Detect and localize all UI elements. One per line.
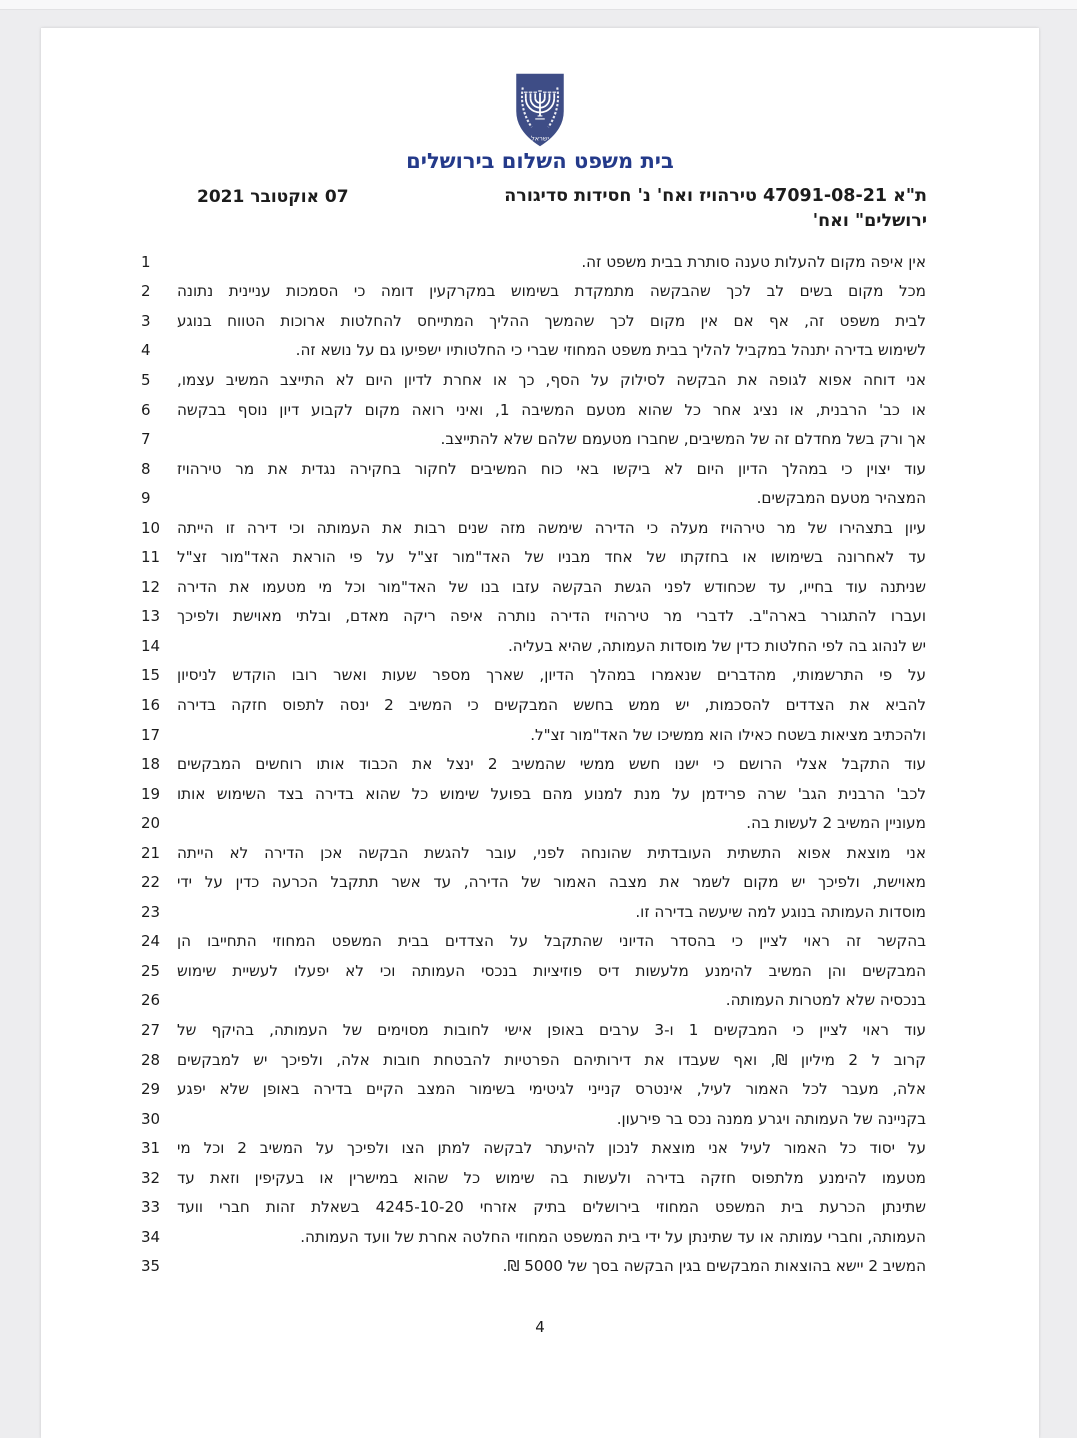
line-number: 5: [141, 370, 151, 389]
line-number: 22: [141, 873, 161, 892]
numbered-line: [141, 1045, 926, 1075]
line-number: 7: [141, 430, 151, 449]
line-number: 17: [141, 725, 161, 744]
line-text: עיון בתצהירו של מר טירהויז מעלה כי הדירה שימשה מזה שנים רבות את העמותה וכי דירה זו הייתה: [177, 518, 926, 537]
numbered-line: [141, 631, 926, 661]
line-number: 28: [141, 1050, 161, 1069]
numbered-line: [141, 336, 926, 366]
line-text: המשיב 2 יישא בהוצאות המבקשים בגין הבקשה בסך של 5000 ₪.: [502, 1257, 926, 1276]
line-text: מטעמו להימנע מלתפוס חזקה בדירה ולעשות בה שימוש כל שהוא במישרין או בעקיפין וזאת עד: [177, 1168, 926, 1187]
line-text: יש לנהוג בה לפי החלטות כדין של מוסדות העמותה, שהיא בעליה.: [507, 636, 926, 655]
numbered-line: [141, 927, 926, 957]
line-number: 33: [141, 1198, 161, 1217]
numbered-line: [141, 1104, 926, 1134]
line-number: 35: [141, 1257, 161, 1276]
line-text: אלה, מעבר לכל האמור לעיל, אינטרס קנייני לגיטימי בשימור המצב הקיים בדירה באופן שלא יפגע: [177, 1080, 926, 1099]
numbered-line: [141, 838, 926, 868]
line-number: 9: [141, 489, 151, 508]
numbered-line: [141, 1074, 926, 1104]
line-number: 10: [141, 518, 161, 537]
numbered-line: [141, 867, 926, 897]
line-number: 13: [141, 607, 161, 626]
line-number: 6: [141, 400, 151, 419]
numbered-line: [141, 306, 926, 336]
line-number: 27: [141, 1020, 161, 1039]
numbered-line: [141, 808, 926, 838]
line-number: 21: [141, 843, 161, 862]
line-number: 2: [141, 282, 151, 301]
line-number: 12: [141, 577, 161, 596]
numbered-line: [141, 690, 926, 720]
numbered-line: [141, 542, 926, 572]
line-number: 23: [141, 902, 161, 921]
numbered-line: [141, 424, 926, 454]
line-number: 3: [141, 311, 151, 330]
decision-body: [141, 247, 926, 1281]
line-text: עוד יצוין כי במהלך הדיון היום לא ביקשו באי כוח המשיבים לחקור בחקירה נגדית את מר טירהויז: [177, 459, 926, 478]
line-text: בקניינה של העמותה ויגרע ממנה נכס בר פירעון.: [616, 1109, 926, 1128]
numbered-line: [141, 986, 926, 1016]
numbered-line: [141, 956, 926, 986]
line-text: אין איפה מקום להעלות טענה סותרת בבית משפט זה.: [581, 252, 926, 271]
line-number: 26: [141, 991, 161, 1010]
line-number: 14: [141, 636, 161, 655]
line-number: 30: [141, 1109, 161, 1128]
line-text: לכב' הרבנית הגב' שרה פרידמן על מנת למנוע מהם בפועל שימוש כל שהוא בדירה בצד השימוש אותו: [177, 784, 926, 803]
case-title-line1: ת"א 47091-08-21 טירהויז ואח' נ' חסידות סדיגורה: [504, 186, 927, 206]
decision-date: 07 אוקטובר 2021: [197, 187, 349, 207]
line-text: עוד התקבל אצלי הרושם כי ישנו חשש ממשי שהמשיב 2 ינצל את הכבוד אותו רוחשים המבקשים: [177, 755, 926, 774]
line-number: 19: [141, 784, 161, 803]
line-text: בהקשר זה ראוי לציין כי בהסדר הדיוני שהתקבל על הצדדים בבית המשפט המחוזי התחייבו הן: [177, 932, 926, 951]
numbered-line: [141, 483, 926, 513]
case-title-line2: ירושלים" ואח': [812, 211, 927, 231]
viewer-top-strip: [0, 0, 1077, 10]
line-text: או כב' הרבנית, או נציג אחר כל שהוא מטעם המשיבה 1, ואיני רואה מקום לקבוע דיון נוסף בבקשה: [177, 400, 926, 419]
numbered-line: [141, 1222, 926, 1252]
numbered-line: [141, 1163, 926, 1193]
emblem-label: ישראל: [531, 134, 549, 143]
document-page: [41, 28, 1039, 1438]
line-text: אך ורק בשל מחדלם זה של המשיבים, שחברו מטעמם שלהם שלא להתייצב.: [440, 430, 926, 449]
numbered-line: [141, 395, 926, 425]
line-number: 34: [141, 1227, 161, 1246]
line-number: 15: [141, 666, 161, 685]
line-text: אני דוחה אפוא לגופה את הבקשה לסילוק על הסף, כך או אחרת לדיון היום לא התייצב המשיב עצמו,: [177, 370, 926, 389]
line-text: עד לאחרונה בשימושו או בחזקתו של אחד מבניו של האד"מור זצ"ל על פי הוראת האד"מור זצ"ל: [177, 548, 926, 567]
line-number: 4: [141, 341, 151, 360]
numbered-line: [141, 1133, 926, 1163]
line-number: 32: [141, 1168, 161, 1187]
numbered-line: [141, 1252, 926, 1282]
case-header: [141, 184, 927, 234]
numbered-line: [141, 572, 926, 602]
line-number: 18: [141, 755, 161, 774]
line-number: 29: [141, 1080, 161, 1099]
numbered-line: [141, 779, 926, 809]
line-text: קרוב ל 2 מיליון ₪, ואף שעבדו את דירותיהם הפרטיות להבטחת חובות אלה, ולפיכך יש למבקשים: [177, 1050, 926, 1069]
line-text: ולהכתיב מציאות בשטח כאילו הוא ממשיכו של האד"מור זצ"ל.: [530, 725, 926, 744]
line-text: בנכסיה שלא למטרות העמותה.: [725, 991, 926, 1010]
line-text: שתינתן הכרעת בית המשפט המחוזי בירושלים בתיק אזרחי 4245-10-20 בשאלת זהות חברי וועד: [177, 1198, 926, 1217]
numbered-line: [141, 749, 926, 779]
line-number: 25: [141, 961, 161, 980]
line-text: עוד ראוי לציין כי המבקשים 1 ו-3 ערבים באופן אישי לחובות מסוימים של העמותה, בהיקף של: [177, 1020, 926, 1039]
numbered-line: [141, 247, 926, 277]
line-text: לבית משפט זה, אף אם אין מקום לכך שהמשך ההליך המתייחס להחלטות ארוכות הטווח בנוגע: [177, 311, 926, 330]
numbered-line: [141, 1193, 926, 1223]
line-text: על יסוד כל האמור לעיל אני מוצאת לנכון להיעתר לבקשה למתן הצו ולפיכך על המשיב 2 וכל מי: [177, 1139, 926, 1158]
line-text: אני מוצאת אפוא התשתית העובדתית שהונחה לפני, עובר להגשת הבקשה אכן הדירה לא הייתה: [177, 843, 926, 862]
line-number: 1: [141, 252, 151, 271]
line-number: 24: [141, 932, 161, 951]
line-text: מעוניין המשיב 2 לעשות בה.: [746, 814, 926, 833]
line-text: מאוישת, ולפיכך יש מקום לשמר את מצבה האמור של הדירה, עד אשר תתקבל הכרעה כדין על ידי: [177, 873, 926, 892]
numbered-line: [141, 365, 926, 395]
numbered-line: [141, 277, 926, 307]
line-text: להביא את הצדדים להסכמות, יש ממש בחשש המבקשים כי המשיב 2 ינסה לתפוס חזקה בדירה: [177, 695, 926, 714]
court-name-title: בית משפט השלום בירושלים: [406, 149, 674, 173]
israel-state-emblem-icon: [510, 72, 571, 148]
line-text: מכל מקום בשים לב לכך שהבקשה מתמקדת בשימוש במקרקעין דומה כי הסמכות עניינית נתונה: [177, 282, 926, 301]
numbered-line: [141, 602, 926, 632]
numbered-line: [141, 513, 926, 543]
numbered-line: [141, 897, 926, 927]
line-text: המצהיר מטעם המבקשים.: [756, 489, 926, 508]
line-number: 8: [141, 459, 151, 478]
line-text: המבקשים והן המשיב להימנע מלעשות דיס פוזיציות בנכסי העמותה וכי לא יפעלו לעשיית שימוש: [177, 961, 926, 980]
page-number: 4: [535, 1318, 545, 1336]
line-text: על פי התרשמותי, מהדברים שנאמרו במהלך הדיון, שארך מספר שעות ואשר רובו הוקדש לניסיון: [177, 666, 926, 685]
case-title: [504, 184, 927, 234]
numbered-line: [141, 661, 926, 691]
line-text: ועברו להתגורר בארה"ב. לדברי מר טירהויז הדירה נותרה איפה ריקה מאדם, ובלתי מאוישת ולפיכך: [177, 607, 926, 626]
numbered-line: [141, 720, 926, 750]
line-number: 20: [141, 814, 161, 833]
line-number: 16: [141, 695, 161, 714]
line-text: לשימוש בדירה יתנהל במקביל להליך בבית משפט המחוזי שברי כי החלטותיו ישפיעו גם על נושא זה.: [295, 341, 926, 360]
line-number: 31: [141, 1139, 161, 1158]
line-text: מוסדות העמותה בנוגע למה שיעשה בדירה זו.: [635, 902, 926, 921]
line-text: העמותה, וחברי עמותה או עד שתינתן על ידי בית המשפט המחוזי החלטה אחרת של וועד העמותה.: [300, 1227, 926, 1246]
line-text: שניתנה עוד בחייו, עד שכחודש לפני הגשת הבקשה עזבו בנו של האד"מור וכל מי מטעמו את הדירה: [177, 577, 926, 596]
line-number: 11: [141, 548, 161, 567]
numbered-line: [141, 454, 926, 484]
numbered-line: [141, 1015, 926, 1045]
